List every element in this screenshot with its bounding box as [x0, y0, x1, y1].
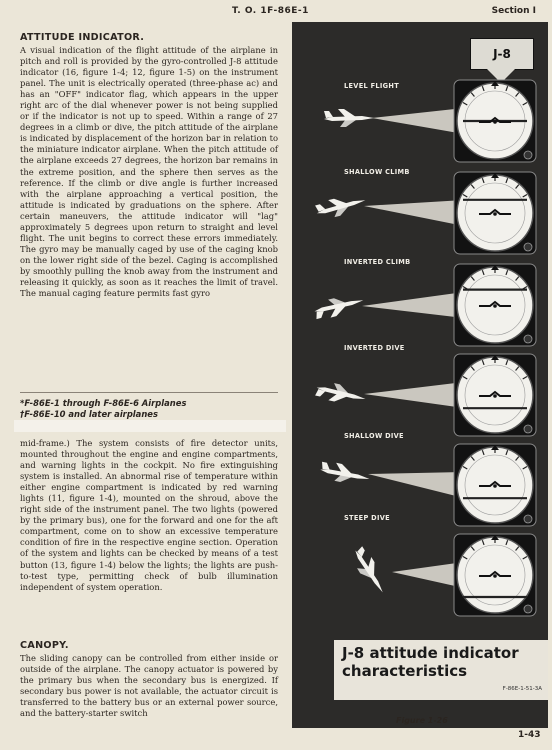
attitude-indicator-text: A visual indication of the flight attitude of the airplane in pitch and roll is provided by the gyro-controlled J-8 attitude indicator (16, figure 1-4; 12, figure 1-5) on the instrument panel. The unit is electrically operated (three-phase ac) and has an "OFF" indicator flag, which appears in the upper right arc of the dial whenever power is not being supplied or if the indicator is not up to speed. Within a range of 27 degrees in a climb or dive, the pitch attitude of the airplane is indicated by displacement of the horizon bar in relation to the miniature indicator airplane. When the pitch attitude of the airplane exceeds 27 degrees, the horizon bar remains in the extreme position, and the sphere then serves as the reference. If the climb or dive angle is further increased with the airplane approaching a vertical position, the attitude is indicated by graduations on the sphere. After certain maneuvers, the attitude indicator will "lag" approximately 5 degrees upon return to straight and level flight. The unit begins to correct these errors immediately. The gyro may be manually caged by use of the caging knob on the lower right side of the bezel. Caging is accomplished by smoothly pulling the knob away from the instrument and releasing it quickly, as soon as it reaches the limit of travel. The manual caging feature permits fast gyro — [20, 45, 278, 299]
footnote-2: †F-86E-10 and later airplanes — [20, 408, 158, 419]
page-number: 1-43 — [518, 730, 541, 740]
row-label-shallow-climb: SHALLOW CLIMB — [344, 168, 410, 176]
fire-detection-section — [20, 436, 278, 593]
canopy-text: The sliding canopy can be controlled from either inside or outside of the airplane. The canopy actuator is powered by the primary bus when the secondary bus is energized. If secondary bus power is not available, the actuator circuit is transferred to the battery bus or an external power source, and the battery-starter switch — [20, 653, 278, 719]
attitude-gauge-icon — [452, 352, 538, 438]
j8-instrument-label: J-8 — [470, 38, 534, 70]
attitude-indicator-section — [20, 32, 278, 299]
sightline-beam — [362, 292, 464, 318]
sightline-beam — [368, 472, 464, 498]
figure-code: F-86E-1-51-3A — [502, 686, 542, 692]
sightline-beam — [372, 108, 464, 134]
jet-silhouette-icon — [310, 288, 370, 325]
row-label-inverted-dive: INVERTED DIVE — [344, 344, 405, 352]
fire-detection-text: mid-frame.) The system consists of fire detector units, mounted throughout the engine and engine compartments, and warning lights in the cockpit. No fire extinguishing system is installed. An abnormal rise of temperature within either engine compartment is indicated by red warning lights (11, figure 1-4), mounted on the shroud, above the right side of the instrument panel. The two lights (powered by the primary bus), one for the forward and one for the aft compartment, come on to show an excessive temperature condition of fire in the respective engine section. Operation of the system and lights can be checked by means of a test button (13, figure 1-4) below the lights; the lights are push-to-test type, permitting check of bulb illumination independent of system operation. — [20, 438, 278, 592]
sightline-beam — [364, 382, 464, 408]
footnote-1: *F-86E-1 through F-86E-6 Airplanes — [20, 398, 187, 408]
attitude-indicator-heading: ATTITUDE INDICATOR. — [20, 32, 145, 43]
row-label-steep-dive: STEEP DIVE — [344, 514, 390, 522]
footnotes — [20, 398, 278, 419]
attitude-gauge-icon — [452, 262, 538, 348]
attitude-gauge-icon — [452, 532, 538, 618]
figure-number: Figure 1-26 — [396, 716, 448, 725]
footnote-rule — [20, 392, 278, 393]
canopy-section — [20, 640, 278, 719]
attitude-gauge-icon — [452, 78, 538, 164]
jet-silhouette-icon — [316, 456, 376, 491]
column-gap — [14, 420, 286, 432]
section-label: Section I — [491, 6, 536, 16]
jet-silhouette-icon — [312, 188, 372, 225]
jet-silhouette-icon — [345, 542, 395, 602]
row-label-level-flight: LEVEL FLIGHT — [344, 82, 399, 90]
attitude-indicator-figure — [292, 22, 548, 728]
sightline-beam — [364, 200, 464, 226]
row-label-inverted-climb: INVERTED CLIMB — [344, 258, 411, 266]
page-header — [0, 6, 552, 20]
row-label-shallow-dive: SHALLOW DIVE — [344, 432, 404, 440]
jet-silhouette-icon — [322, 106, 378, 130]
jet-silhouette-icon — [312, 376, 372, 411]
canopy-heading: CANOPY. — [20, 640, 69, 651]
tech-order-number: T. O. 1F-86E-1 — [232, 6, 309, 16]
attitude-gauge-icon — [452, 442, 538, 528]
attitude-gauge-icon — [452, 170, 538, 256]
figure-caption-title: J-8 attitude indicator characteristics — [342, 644, 519, 680]
